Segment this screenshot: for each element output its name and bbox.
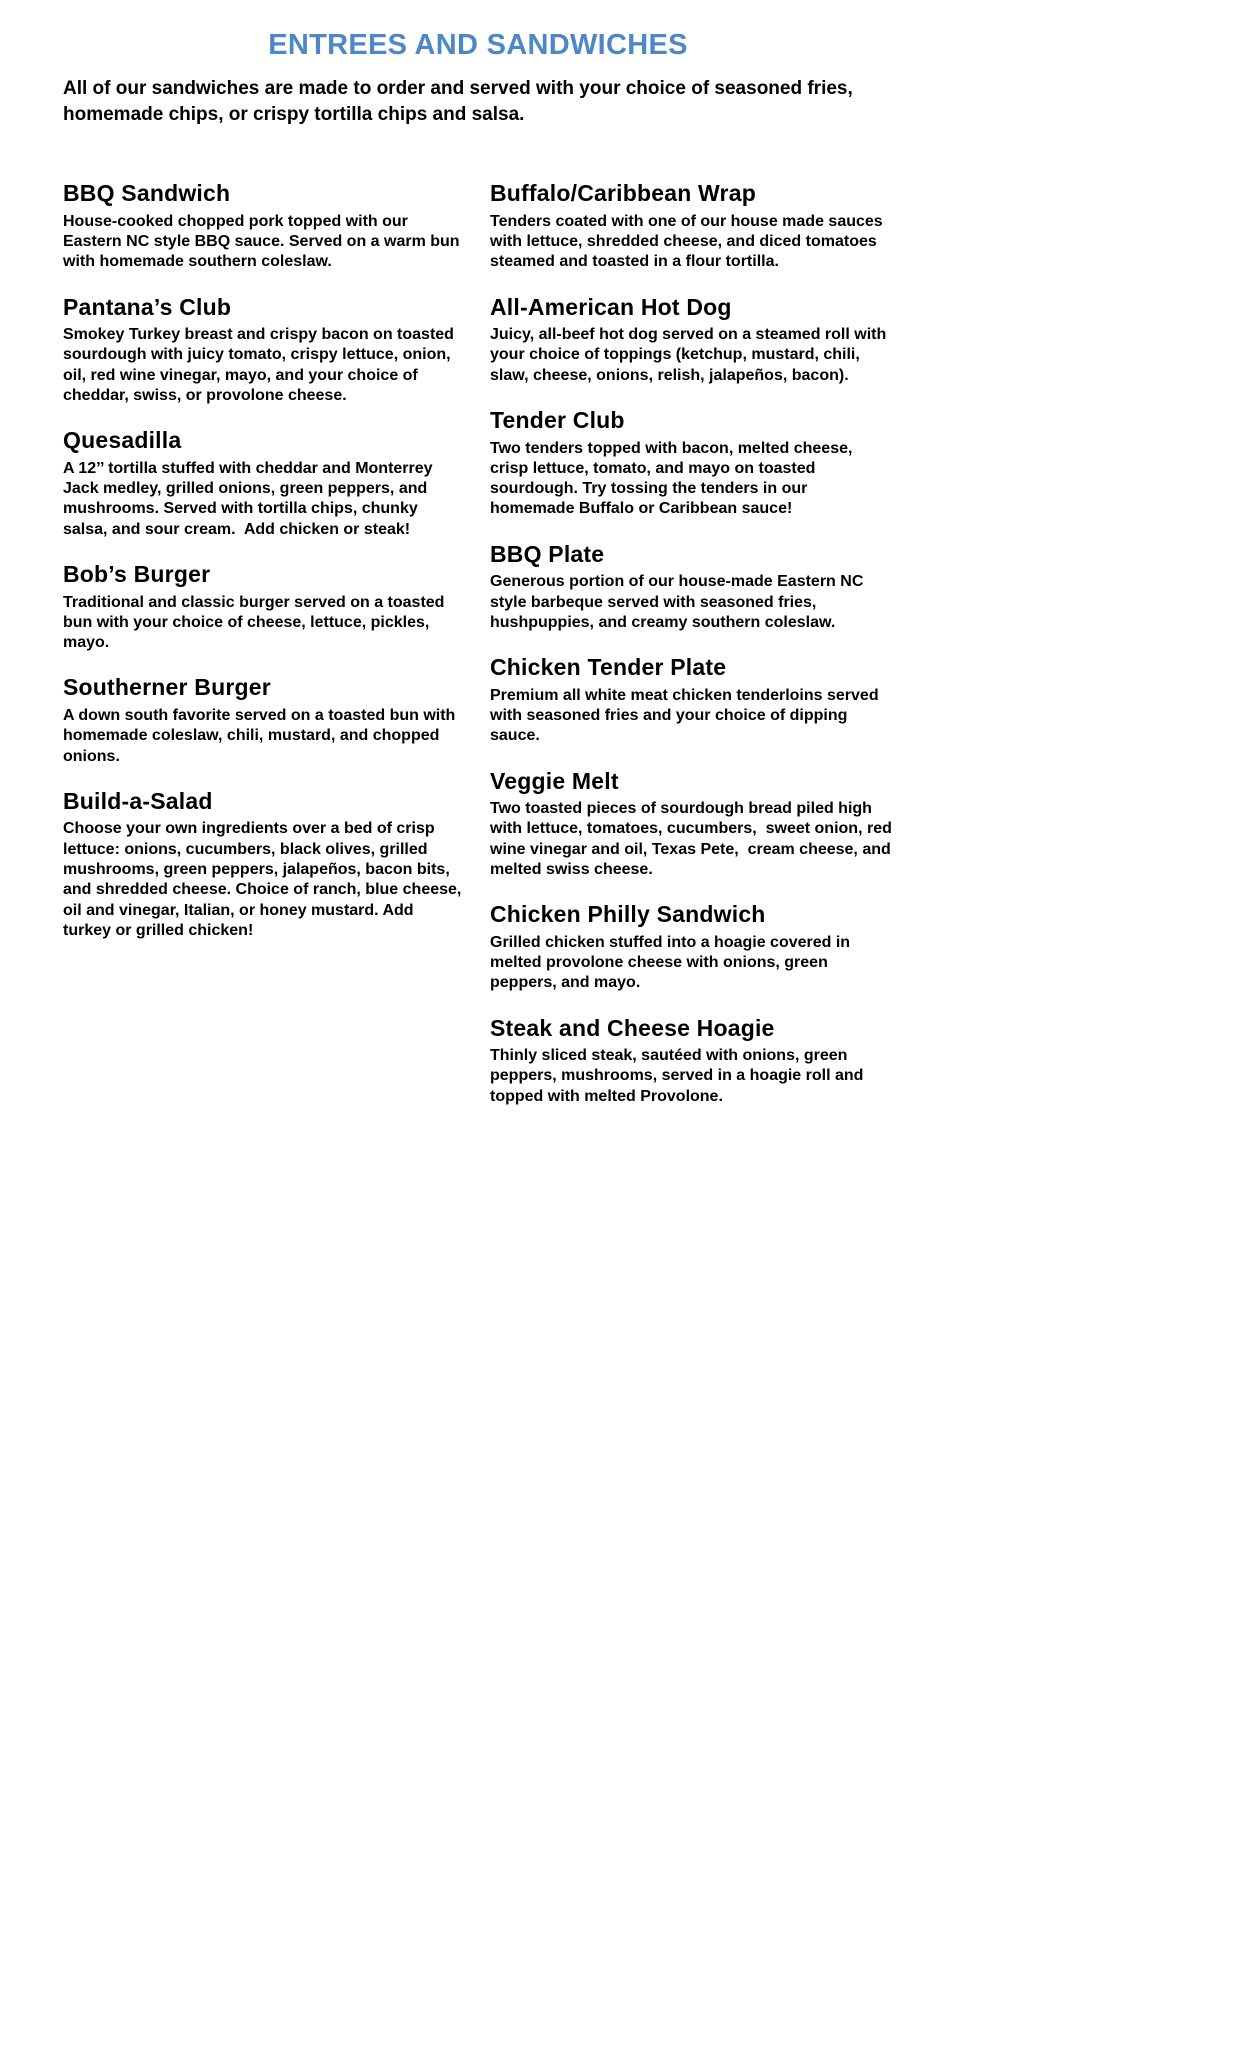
menu-item-description: Traditional and classic burger served on a toasted bun with your choice of cheese, lettuce, pickles, mayo. [63, 593, 449, 652]
menu-item-description: House-cooked chopped pork topped with our Eastern NC style BBQ sauce. Served on a warm bun with homemade southern coleslaw. [63, 212, 465, 271]
menu-item-name: Tender Club [490, 407, 625, 434]
menu-item-name: Steak and Cheese Hoagie [490, 1014, 775, 1041]
menu-item-right-5 [490, 767, 897, 881]
menu-item-name: Pantana’s Club [63, 293, 232, 320]
menu-item-description: Grilled chicken stuffed into a hoagie covered in melted provolone cheese with onions, green peppers, and mayo. [490, 933, 855, 992]
menu-item-name: Quesadilla [63, 427, 182, 454]
page-title: ENTREES AND SANDWICHES [268, 29, 688, 61]
menu-item-left-5 [63, 787, 466, 941]
menu-column-right [490, 180, 897, 1128]
menu-item-name: BBQ Plate [490, 540, 605, 567]
menu-item-left-4 [63, 674, 463, 766]
menu-item-description: Smokey Turkey breast and crispy bacon on toasted sourdough with juicy tomato, crispy lettuce, onion, oil, red wine vinegar, mayo, and your choice of cheddar, swiss, or provolone cheese. [63, 326, 459, 405]
menu-item-left-0 [63, 180, 463, 272]
menu-item-description: Juicy, all-beef hot dog served on a steamed roll with your choice of toppings (ketchup, mustard, chili, slaw, cheese, onions, relish, jalapeños, bacon). [490, 326, 891, 384]
menu-item-left-3 [63, 561, 463, 653]
menu-item-name: All-American Hot Dog [490, 293, 732, 320]
menu-item-name: Chicken Tender Plate [490, 654, 727, 681]
menu-item-right-2 [490, 407, 893, 520]
menu-item-description: Choose your own ingredients over a bed of crisp lettuce: onions, cucumbers, black olives, grilled mushrooms, green peppers, jalapeños, bacon bits, and shredded cheese. Choice of ranch, blue cheese, oil and vinegar, Italian, or honey mustard. Add turkey or grilled chicken! [63, 820, 466, 939]
menu-page [63, 29, 897, 1128]
menu-item-name: Veggie Melt [490, 767, 619, 794]
menu-item-right-0 [490, 180, 893, 272]
menu-item-description: Premium all white meat chicken tenderloins served with seasoned fries and your choice of dipping sauce. [490, 686, 884, 745]
menu-item-description: Two tenders topped with bacon, melted cheese, crisp lettuce, tomato, and mayo on toasted sourdough. Try tossing the tenders in our homemade Buffalo or Caribbean sauce! [490, 439, 857, 518]
menu-item-name: Buffalo/Caribbean Wrap [490, 180, 756, 207]
menu-columns [63, 180, 897, 1128]
menu-item-left-1 [63, 294, 463, 407]
menu-item-name: Build-a-Salad [63, 787, 213, 814]
menu-item-left-2 [63, 427, 463, 540]
menu-item-description: A 12’’ tortilla stuffed with cheddar and Monterrey Jack medley, grilled onions, green peppers, and mushrooms. Served with tortilla chips, chunky salsa, and sour cream. Add chicken or steak! [63, 459, 437, 538]
menu-item-right-7 [490, 1015, 893, 1107]
menu-item-name: BBQ Sandwich [63, 180, 231, 207]
menu-column-left [63, 180, 466, 962]
menu-item-right-1 [490, 294, 893, 386]
menu-item-right-6 [490, 901, 893, 993]
menu-item-name: Bob’s Burger [63, 561, 211, 588]
menu-item-right-4 [490, 654, 893, 746]
menu-item-description: Two toasted pieces of sourdough bread piled high with lettuce, tomatoes, cucumbers, sweet onion, red wine vinegar and oil, Texas Pete, cream cheese, and melted swiss cheese. [490, 799, 897, 878]
menu-item-name: Southerner Burger [63, 674, 271, 701]
menu-item-description: Generous portion of our house-made Eastern NC style barbeque served with seasoned fries, hushpuppies, and creamy southern coleslaw. [490, 573, 868, 631]
menu-item-description: Tenders coated with one of our house made sauces with lettuce, shredded cheese, and diced tomatoes steamed and toasted in a flour tortilla. [490, 212, 888, 271]
menu-item-name: Chicken Philly Sandwich [490, 901, 766, 928]
menu-item-right-3 [490, 541, 893, 633]
menu-item-description: Thinly sliced steak, sautéed with onions, green peppers, mushrooms, served in a hoagie roll and topped with melted Provolone. [490, 1047, 868, 1105]
menu-item-description: A down south favorite served on a toasted bun with homemade coleslaw, chili, mustard, and chopped onions. [63, 706, 460, 765]
intro-text: All of our sandwiches are made to order and served with your choice of seasoned fries, homemade chips, or crispy tortilla chips and salsa. [63, 77, 859, 126]
